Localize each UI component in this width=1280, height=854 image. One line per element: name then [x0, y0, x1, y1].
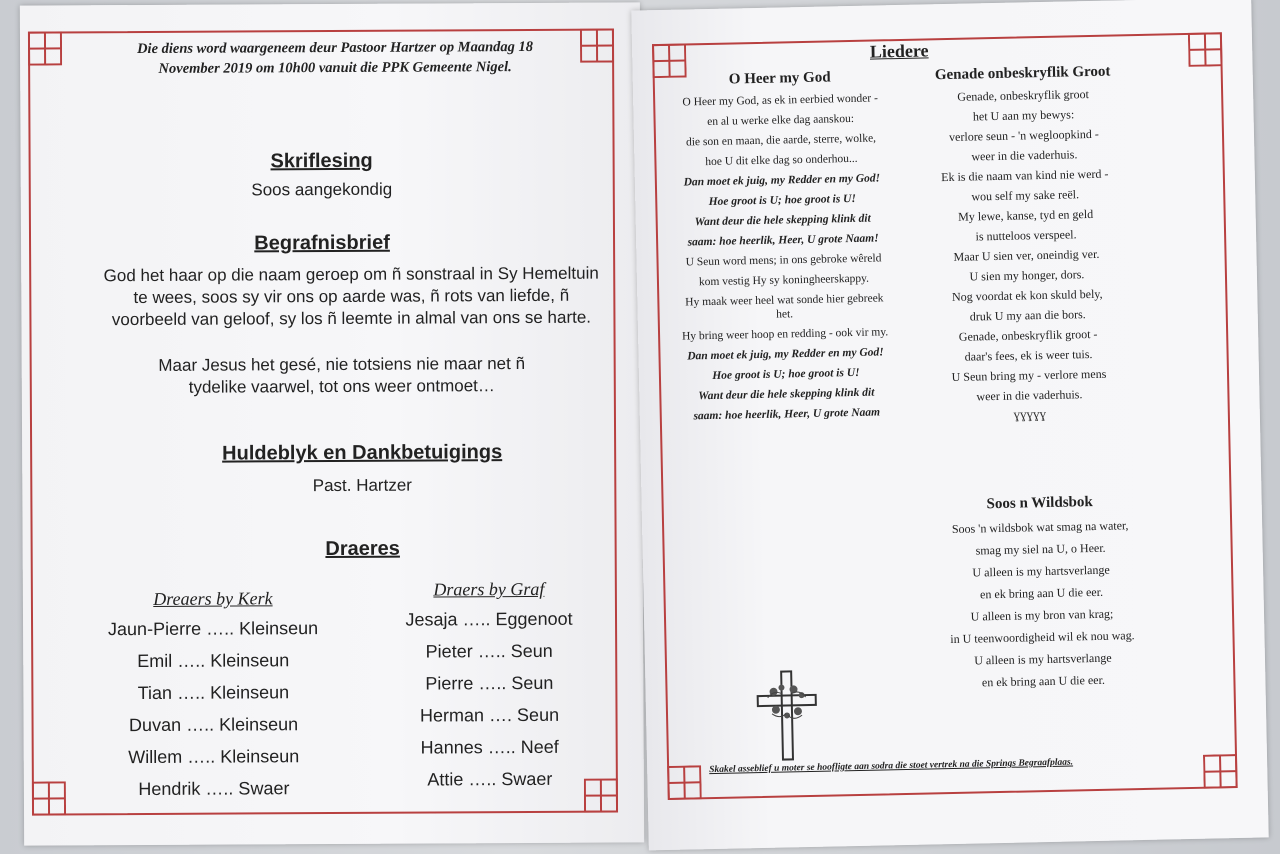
verse-line: O Heer my God, as ek in eerbied wonder -	[682, 92, 879, 109]
list-item: Attie ….. Swaer	[427, 768, 553, 790]
corner-ornament-icon	[667, 765, 702, 800]
program-left-page	[20, 2, 644, 845]
verse-line: Genade, onbeskryflik groot	[957, 87, 1090, 104]
corner-ornament-icon	[1203, 754, 1238, 789]
cross-with-flowers-icon	[751, 667, 823, 764]
ornament-divider: ɣɣɣɣɣ	[1013, 405, 1047, 422]
song-soos-n-wildsbok	[934, 492, 1150, 698]
list-item: Jesaja ….. Eggenoot	[405, 608, 573, 630]
verse-line: U sien my honger, dors.	[969, 267, 1085, 284]
verse-line: wou self my sake reël.	[971, 187, 1080, 204]
list-item: Duvan ….. Kleinseun	[128, 714, 299, 736]
tribute-heading: Huldeblyk en Dankbetuigings	[222, 441, 503, 465]
verse-line: Hy maak weer heel wat sonde hier gebreek het.	[685, 292, 884, 321]
page-border	[652, 32, 1238, 800]
verse-line: Genade, onbeskryflik groot -	[958, 326, 1098, 344]
song-genade-onbeskryflik-groot	[917, 62, 1136, 424]
verse-line: Soos 'n wildsbok wat smag na water,	[951, 518, 1129, 536]
song-title: O Heer my God	[728, 69, 831, 88]
list-item: Pierre ….. Seun	[425, 672, 554, 694]
bearers-heading: Draeres	[325, 537, 400, 561]
verse-line: U alleen is my hartsverlange	[974, 650, 1112, 668]
verse-line: weer in die vaderhuis.	[976, 387, 1083, 404]
song-o-heer-my-god	[675, 67, 892, 429]
page-border	[28, 29, 618, 816]
grave-bearers-title: Draers by Graf	[433, 578, 545, 600]
verse-line: U Seun bring my - verlore mens	[951, 366, 1107, 384]
verse-line: het U aan my bewys:	[972, 107, 1075, 124]
chorus-line: Hoe groot is U; hoe groot is U!	[712, 366, 860, 382]
grave-bearers-list	[349, 602, 630, 795]
verse-line: smag my siel na U, o Heer.	[975, 540, 1106, 558]
chorus-line: Hoe groot is U; hoe groot is U!	[708, 192, 857, 209]
verse-line: U Seun word mens; in ons gebroke wêreld	[685, 252, 882, 269]
verse-line: My lewe, kanse, tyd en geld	[958, 206, 1094, 224]
verse-line: U alleen is my bron van krag;	[970, 606, 1114, 624]
verse-line: weer in die vaderhuis.	[971, 147, 1078, 164]
corner-ornament-icon	[28, 31, 62, 65]
verse-line: is nutteloos verspeel.	[975, 227, 1077, 244]
verse-line: die son en maan, die aarde, sterre, wolke,	[685, 132, 877, 149]
list-item: Willem ….. Kleinseun	[128, 746, 300, 768]
verse-line: druk U my aan die bors.	[969, 307, 1086, 324]
list-item: Jaun-Pierre ….. Kleinseun	[107, 618, 319, 640]
service-intro: Die diens word waargeneem deur Pastoor Hartzer op Maandag 18 November 2019 om 10h00 vanuit die PPK Gemeente Nigel.	[137, 38, 534, 77]
funeral-letter-paragraph: God het haar op die naam geroep om ñ sonstraal in Sy Hemeltuin te wees, soos sy vir ons op aarde was, ñ rots van liefde, ñ voorbeeld van geloof, sy los ñ leemte in almal van ons se harte.	[103, 263, 599, 330]
chorus-line: saam: hoe heerlik, Heer, U grote Naam	[693, 406, 881, 423]
verse-line: verlore seun - 'n wegloopkind -	[948, 126, 1099, 144]
list-item: Tian ….. Kleinseun	[137, 682, 290, 704]
list-item: Emil ….. Kleinseun	[137, 650, 290, 672]
corner-ornament-icon	[580, 29, 614, 63]
verse-line: in U teenwoordigheid wil ek nou wag.	[950, 628, 1135, 647]
verse-line: hoe U dit elke dag so onderhou...	[705, 152, 858, 169]
funeral-letter-heading: Begrafnisbrief	[254, 231, 390, 255]
song-title: Soos n Wildsbok	[986, 494, 1093, 513]
scripture-text: Soos aangekondig	[251, 179, 393, 200]
verse-line: Ek is die naam van kind nie werd -	[941, 166, 1109, 185]
verse-line: U alleen is my hartsverlange	[972, 562, 1110, 580]
funeral-letter-paragraph: Maar Jesus het gesé, nie totsiens nie maar net ñ tydelike vaarwel, tot ons weer ontmoet…	[158, 353, 526, 397]
verse-line: daar's fees, ek is weer tuis.	[964, 347, 1093, 364]
verse-line: Nog voordat ek kon skuld bely,	[951, 286, 1103, 304]
chorus-line: Want deur die hele skepping klink dit	[698, 386, 875, 403]
verse-line: en ek bring aan U die eer.	[979, 584, 1104, 602]
list-item: Hendrik ….. Swaer	[138, 778, 290, 800]
scripture-heading: Skriflesing	[270, 149, 373, 173]
chorus-line: Dan moet ek juig, my Redder en my God!	[687, 346, 884, 363]
song-title: Genade onbeskryflik Groot	[934, 63, 1111, 84]
footer-note: Skakel asseblief u moter se hoofligte aan sodra die stoet vertrek na die Springs Begraafplaas.	[709, 757, 1074, 776]
song-lyrics	[917, 86, 1136, 404]
list-item: Hannes ….. Neef	[420, 736, 559, 758]
chorus-line: Want deur die hele skepping klink dit	[694, 212, 871, 229]
verse-line: en ek bring aan U die eer.	[981, 672, 1106, 690]
song-lyrics	[934, 518, 1149, 690]
list-item: Pieter ….. Seun	[425, 640, 553, 662]
verse-line: kom vestig Hy sy koningheerskappy.	[698, 272, 870, 289]
song-lyrics	[675, 91, 892, 423]
songs-title: Liedere	[869, 40, 929, 62]
program-right-page	[631, 0, 1268, 850]
tribute-text: Past. Hartzer	[312, 475, 412, 496]
church-bearers-title: Dreaers by Kerk	[153, 588, 273, 609]
list-item: Herman …. Seun	[419, 704, 560, 726]
verse-line: Maar U sien ver, oneindig ver.	[953, 246, 1100, 264]
verse-line: Hy bring weer hoop en redding - ook vir my.	[681, 326, 889, 343]
church-bearers-list	[73, 612, 354, 805]
chorus-line: saam: hoe heerlik, Heer, U grote Naam!	[687, 232, 879, 249]
corner-ornament-icon	[32, 781, 66, 815]
chorus-line: Dan moet ek juig, my Redder en my God!	[683, 172, 881, 189]
corner-ornament-icon	[1188, 32, 1223, 67]
verse-line: en al u werke elke dag aanskou:	[707, 112, 855, 129]
